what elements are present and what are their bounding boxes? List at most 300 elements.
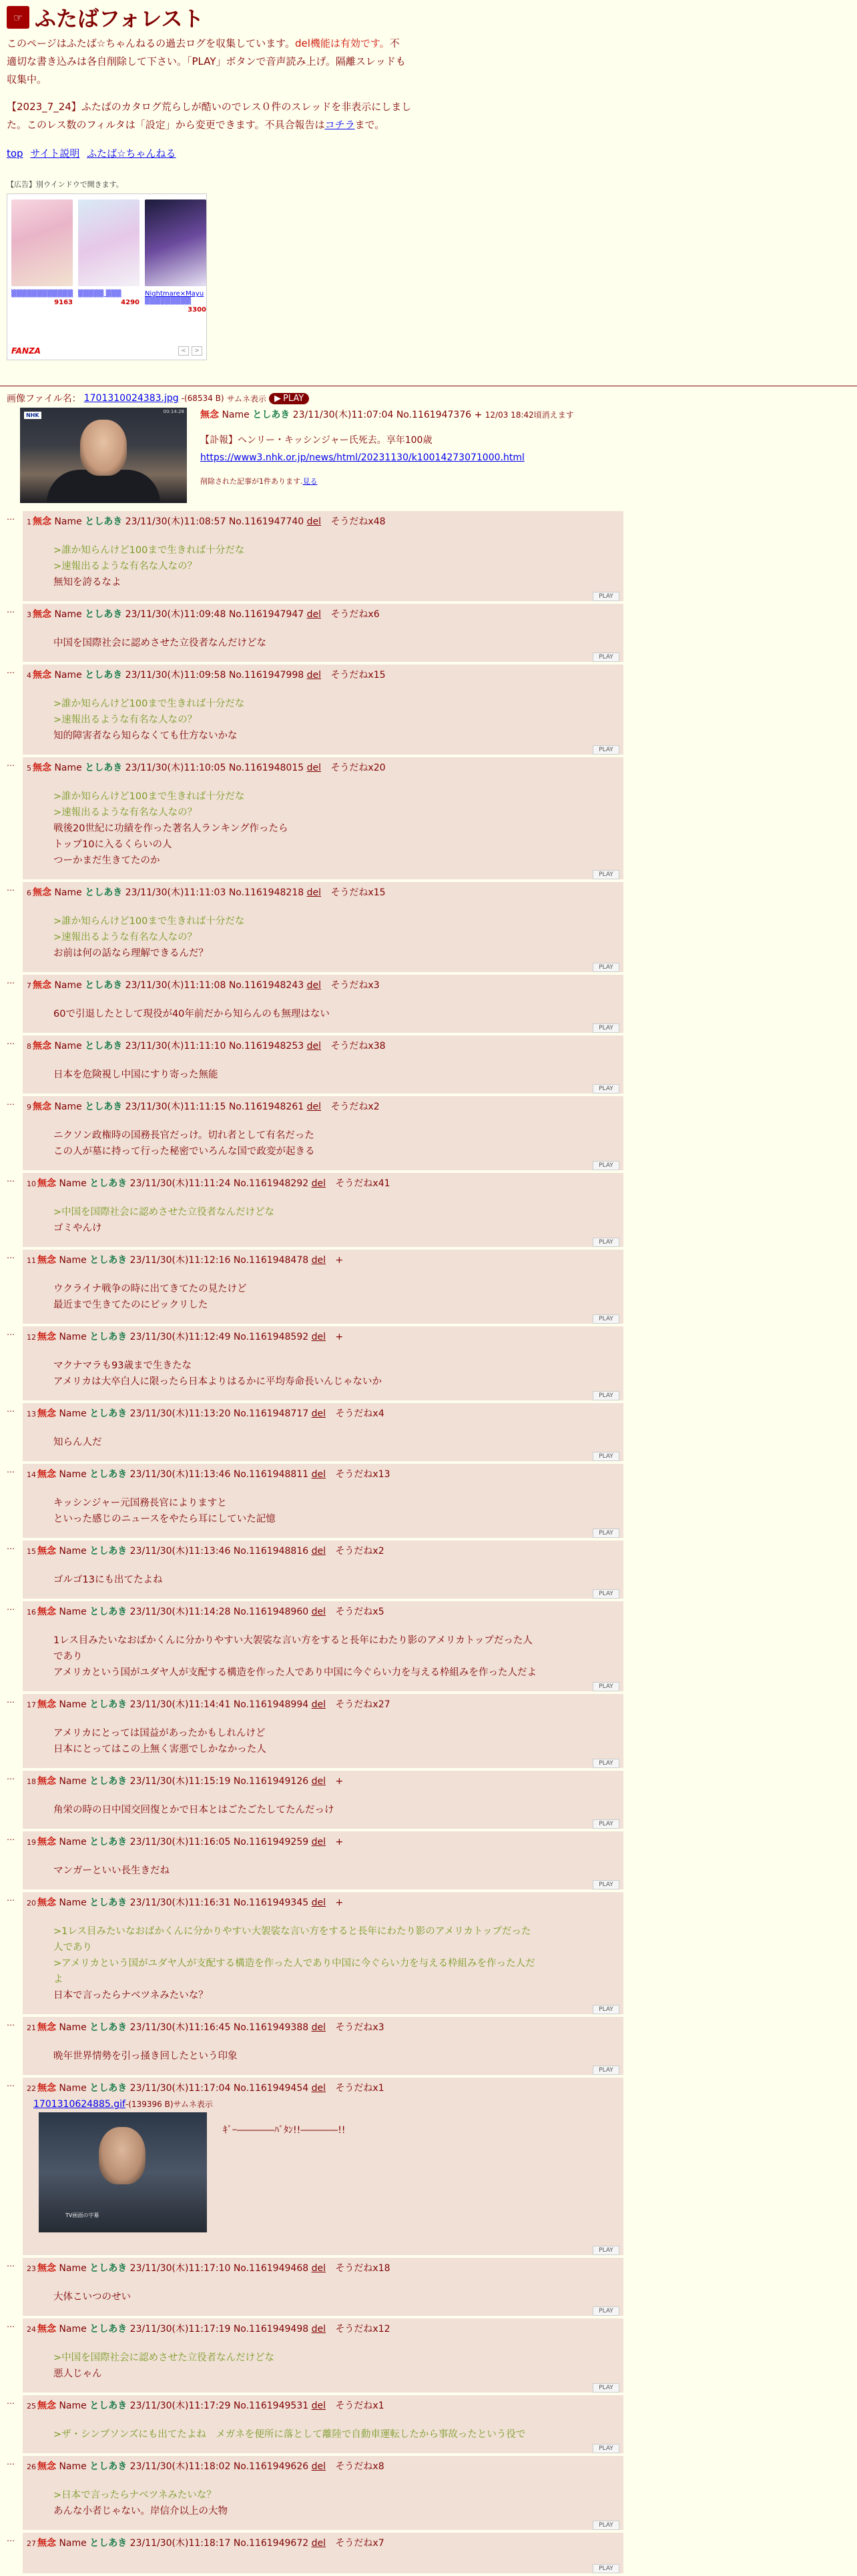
nav-top-link[interactable]: top [7, 147, 23, 159]
reply-row [7, 2395, 850, 2456]
reply-post [23, 757, 623, 879]
reply-subject: 無念 [37, 2022, 56, 2033]
reply-image[interactable] [39, 2112, 207, 2232]
reply-name: としあき [85, 516, 123, 527]
reply-del-button[interactable]: del [311, 1332, 326, 1342]
reply-name: としあき [85, 763, 123, 773]
reply-header [27, 1698, 619, 1712]
reply-dots: … [7, 1542, 15, 1551]
reply-image-caption [65, 2212, 99, 2219]
reply-number[interactable]: No.1161948261 [228, 1102, 304, 1112]
reply-post [23, 511, 623, 601]
reply-date: 23/11/30(木)11:11:08 [125, 980, 226, 991]
reply-date: 23/11/30(木)11:09:58 [125, 670, 226, 681]
reply-soudane-button[interactable]: そうだねx38 [330, 1041, 386, 1051]
reply-del-button[interactable]: del [311, 2022, 326, 2033]
reply-subject: 無念 [37, 2263, 56, 2274]
reply-post [23, 2456, 623, 2530]
reply-dots: … [7, 2018, 15, 2028]
reply-del-button[interactable]: del [311, 1469, 326, 1480]
quote-line: >速報出るような有名な人なの？ [53, 715, 198, 725]
reply-name-label: Name [59, 2083, 87, 2094]
reply-header [27, 608, 619, 622]
reply-number[interactable]: No.1161947740 [228, 516, 304, 527]
reply-dots: … [7, 759, 15, 768]
reply-number[interactable]: No.1161949126 [233, 1776, 309, 1787]
reply-play-button[interactable]: PLAY [593, 1759, 619, 1768]
quote-line: >日本で言ったらナベツネみたいな？ [53, 2490, 216, 2501]
op-header [200, 408, 574, 422]
reply-soudane-button[interactable]: そうだねx8 [335, 2461, 384, 2472]
reply-index: 4 [27, 671, 31, 680]
reply-del-button[interactable]: del [311, 2324, 326, 2334]
reply-soudane-button[interactable]: そうだねx48 [330, 516, 386, 527]
reply-name: としあき [89, 1699, 127, 1710]
reply-body [53, 913, 619, 961]
reply-name-label: Name [59, 1776, 87, 1787]
reply-number[interactable]: No.1161948811 [233, 1469, 309, 1480]
reply-dots: … [7, 666, 15, 675]
reply-text-line: ウクライナ戦争の時に出てきてたの見たけど [53, 1284, 247, 1294]
reply-text-line: ニクソン政権時の国務長官だっけ。切れ者として有名だった [53, 1130, 314, 1141]
reply-date: 23/11/30(木)11:14:28 [129, 1607, 231, 1617]
reply-soudane-button[interactable]: そうだねx2 [330, 1102, 380, 1112]
reply-number[interactable]: No.1161948994 [233, 1699, 309, 1710]
ad-item-name[interactable]: ▒▒▒▒▒ ▒▒▒ [78, 290, 121, 298]
reply-play-button[interactable]: PLAY [593, 1819, 619, 1829]
ad-next-button[interactable]: > [192, 346, 202, 356]
reply-play-button[interactable]: PLAY [593, 2444, 619, 2453]
reply-number[interactable]: No.1161949388 [233, 2022, 309, 2033]
reply-number[interactable]: No.1161949498 [233, 2324, 309, 2334]
ad-item[interactable] [145, 199, 206, 314]
reply-header [27, 2460, 619, 2474]
reply-header [27, 1775, 619, 1789]
reply-dots: … [7, 1603, 15, 1612]
reply-index: 19 [27, 1838, 36, 1847]
reply-name-label: Name [59, 2401, 87, 2411]
show-deleted-link[interactable]: 見る [302, 477, 318, 486]
reply-index: 5 [27, 764, 31, 773]
quote-line: >1レス目みたいなおばかくんに分かりやすい大袈裟な言い方をすると長年にわたり影のアメリカトップだった [53, 1926, 531, 1937]
reply-play-button[interactable]: PLAY [593, 1084, 619, 1094]
reply-name: としあき [89, 1607, 127, 1617]
reply-play-button[interactable]: PLAY [593, 1238, 619, 1247]
reply-number[interactable]: No.1161947947 [228, 609, 304, 620]
reply-play-button[interactable]: PLAY [593, 1314, 619, 1324]
reply-number[interactable]: No.1161948478 [233, 1255, 309, 1266]
reply-subject: 無念 [37, 1837, 56, 1847]
reply-subject: 無念 [37, 1255, 56, 1266]
op-text-line: 【訃報】ヘンリー・キッシンジャー氏死去。享年100歳 [200, 435, 433, 446]
ad-item-name[interactable]: Nightmare×Mayu ▒▒▒▒▒▒▒▒▒ [145, 290, 204, 305]
reply-play-button[interactable]: PLAY [593, 1023, 619, 1033]
reply-body [53, 2427, 619, 2443]
reply-name-label: Name [59, 2538, 87, 2549]
reply-post [23, 2258, 623, 2316]
reply-del-button[interactable]: del [311, 1607, 326, 1617]
ad-thumbnail[interactable] [78, 199, 139, 286]
reply-number[interactable]: No.1161948717 [233, 1408, 309, 1419]
nav-futaba-link[interactable]: ふたば☆ちゃんねる [87, 147, 176, 159]
reply-del-button[interactable]: del [311, 2461, 326, 2472]
op-subject: 無念 [200, 410, 219, 420]
reply-row [7, 2078, 850, 2258]
reply-play-button[interactable]: PLAY [593, 1452, 619, 1461]
ad-item[interactable] [78, 199, 139, 314]
reply-soudane-button[interactable]: そうだねx18 [335, 2263, 390, 2274]
reply-del-button[interactable]: del [311, 2401, 326, 2411]
reply-name: としあき [89, 2083, 127, 2094]
reply-play-button[interactable]: PLAY [593, 745, 619, 755]
reply-name-label: Name [59, 2324, 87, 2334]
reply-play-button[interactable]: PLAY [593, 963, 619, 972]
site-notice [7, 98, 414, 134]
reply-index: 9 [27, 1103, 31, 1112]
reply-body [53, 1006, 619, 1022]
reply-soudane-button[interactable]: そうだねx15 [330, 670, 386, 681]
reply-play-button[interactable]: PLAY [593, 1682, 619, 1691]
reply-text-line: つーかまだ生きてたのか [53, 855, 160, 866]
reply-dots: … [7, 605, 15, 614]
reply-number[interactable]: No.1161949454 [233, 2083, 309, 2094]
desc-highlight: del機能は有効です。 [294, 37, 390, 49]
reply-date: 23/11/30(木)11:09:48 [125, 609, 226, 620]
reply-subject: 無念 [37, 2083, 56, 2094]
reply-header [27, 515, 619, 529]
reply-name: としあき [85, 887, 123, 898]
reply-soudane-button[interactable]: そうだねx2 [335, 1546, 384, 1557]
reply-soudane-button[interactable]: そうだねx15 [330, 887, 386, 898]
reply-play-button[interactable]: PLAY [593, 1589, 619, 1599]
reply-name: としあき [89, 1546, 127, 1557]
reply-text-line: 晩年世界情勢を引っ掻き回したという印象 [53, 2051, 238, 2062]
reply-play-button[interactable]: PLAY [593, 2306, 619, 2316]
deleted-note-text: 削除された記事が1件あります. [200, 477, 303, 486]
reply-soudane-button[interactable]: そうだねx20 [330, 763, 386, 773]
reply-index: 8 [27, 1042, 31, 1051]
reply-header [27, 1039, 619, 1053]
reply-play-button[interactable]: PLAY [593, 653, 619, 662]
reply-post [23, 1694, 623, 1768]
reply-header [27, 1605, 619, 1619]
ad-note: 【広告】別ウインドウで開きます。 [7, 180, 123, 189]
reply-number[interactable]: No.1161948218 [228, 887, 304, 898]
reply-date: 23/11/30(木)11:18:17 [129, 2538, 231, 2549]
reply-body [53, 1633, 619, 1681]
reply-index: 16 [27, 1608, 36, 1617]
reply-soudane-button[interactable]: そうだねx3 [335, 2022, 384, 2033]
reply-soudane-button[interactable]: そうだねx41 [335, 1178, 390, 1189]
reply-body [53, 635, 619, 651]
reply-del-button[interactable]: del [311, 1178, 326, 1189]
reply-soudane-button[interactable]: そうだねx5 [335, 1607, 384, 1617]
reply-text-line: トップ10に入るくらいの人 [53, 839, 172, 850]
reply-play-button[interactable]: PLAY [593, 1529, 619, 1538]
reply-plus-button[interactable]: + [335, 1776, 344, 1787]
reply-body [53, 1923, 619, 2004]
reply-play-button[interactable]: PLAY [593, 2246, 619, 2255]
reply-del-button[interactable]: del [311, 1408, 326, 1419]
reply-play-button[interactable]: PLAY [593, 1880, 619, 1889]
reply-header [27, 1407, 619, 1421]
ad-banner[interactable] [7, 193, 207, 360]
reply-date: 23/11/30(木)11:15:19 [129, 1776, 231, 1787]
reply-body [53, 789, 619, 869]
reply-index: 14 [27, 1470, 36, 1479]
reply-subject: 無念 [33, 516, 51, 527]
reply-index: 7 [27, 981, 31, 990]
op-number[interactable]: No.1161947376 [396, 410, 472, 420]
op-news-link[interactable]: https://www3.nhk.or.jp/news/html/20231130/k10014273071000.html [200, 452, 525, 463]
site-logo-icon: ☞ [7, 6, 29, 29]
ad-item-name[interactable]: ▒▒▒▒▒▒▒▒▒▒▒▒ [11, 290, 73, 298]
reply-text-line: 知的障害者なら知らなくても仕方ないかな [53, 731, 238, 741]
reply-row [7, 1892, 850, 2017]
reply-name: としあき [89, 1897, 127, 1908]
reply-name-label: Name [54, 980, 82, 991]
reply-del-button[interactable]: del [311, 1837, 326, 1847]
reply-text-line: 無知を誇るなよ [53, 577, 121, 588]
reply-row [7, 1173, 850, 1250]
reply-subject: 無念 [37, 1897, 56, 1908]
reply-dots: … [7, 1328, 15, 1337]
reply-soudane-button[interactable]: そうだねx1 [335, 2401, 384, 2411]
reply-dots: … [7, 1251, 15, 1260]
reply-name: としあき [85, 670, 123, 681]
reply-del-button[interactable]: del [306, 1041, 321, 1051]
reply-dots: … [7, 2320, 15, 2329]
reply-play-button[interactable]: PLAY [593, 2521, 619, 2530]
reply-name-label: Name [54, 887, 82, 898]
reply-text-line: アメリカにとっては国益があったかもしれんけど [53, 1728, 266, 1739]
reply-number[interactable]: No.1161949468 [233, 2263, 309, 2274]
reply-name-label: Name [54, 1102, 82, 1112]
reply-number[interactable]: No.1161948592 [233, 1332, 309, 1342]
reply-date: 23/11/30(木)11:11:10 [125, 1041, 226, 1051]
reply-row [7, 1035, 850, 1096]
reply-dots: … [7, 1893, 15, 1903]
quote-line: >誰か知らんけど100まで生きれば十分だな [53, 545, 245, 556]
reply-date: 23/11/30(木)11:11:15 [125, 1102, 226, 1112]
reply-index: 17 [27, 1701, 36, 1709]
reply-name: としあき [89, 1332, 127, 1342]
reply-index: 25 [27, 2402, 36, 2411]
reply-header [27, 2537, 619, 2551]
reply-plus-button[interactable]: + [335, 1255, 344, 1266]
report-link[interactable]: コチラ [324, 119, 355, 131]
reply-header [27, 761, 619, 775]
reply-row [7, 1831, 850, 1892]
reply-index: 6 [27, 889, 31, 897]
reply-soudane-button[interactable]: そうだねx4 [335, 1408, 384, 1419]
reply-dots: … [7, 2079, 15, 2088]
reply-date: 23/11/30(木)11:14:41 [129, 1699, 231, 1710]
reply-dots: … [7, 1098, 15, 1107]
reply-number[interactable]: No.1161948015 [228, 763, 304, 773]
reply-del-button[interactable]: del [311, 1546, 326, 1557]
reply-name-label: Name [59, 1897, 87, 1908]
reply-number[interactable]: No.1161948253 [228, 1041, 304, 1051]
reply-soudane-button[interactable]: そうだねx27 [335, 1699, 390, 1710]
reply-soudane-button[interactable]: そうだねx12 [335, 2324, 390, 2334]
reply-subject: 無念 [37, 1546, 56, 1557]
reply-header [27, 2262, 619, 2276]
quote-line: >中国を国際社会に認めさせた立役者なんだけどな [53, 1207, 275, 1218]
reply-dots: … [7, 2457, 15, 2467]
reply-number[interactable]: No.1161949259 [233, 1837, 309, 1847]
reply-date: 23/11/30(木)11:17:04 [129, 2083, 231, 2094]
reply-number[interactable]: No.1161948816 [233, 1546, 309, 1557]
quote-line: >誰か知らんけど100まで生きれば十分だな [53, 916, 245, 927]
reply-soudane-button[interactable]: そうだねx3 [330, 980, 380, 991]
reply-media [39, 2112, 619, 2232]
op-image[interactable] [20, 408, 187, 503]
reply-del-button[interactable]: del [311, 1897, 326, 1908]
reply-header [27, 886, 619, 900]
ad-thumbnail[interactable] [145, 199, 206, 286]
reply-dots: … [7, 1404, 15, 1414]
site-description [7, 35, 407, 89]
reply-play-button[interactable]: PLAY [593, 1161, 619, 1170]
reply-del-button[interactable]: del [311, 2083, 326, 2094]
reply-del-button[interactable]: del [306, 887, 321, 898]
reply-name: としあき [89, 1408, 127, 1419]
reply-number[interactable]: No.1161948243 [228, 980, 304, 991]
reply-del-button[interactable]: del [311, 2538, 326, 2549]
reply-plus-button[interactable]: + [335, 1837, 344, 1847]
quote-line: >ザ・シンプソンズにも出てたよね メガネを便所に落として離陸で自動車運転したから事故ったという役で [53, 2429, 526, 2440]
reply-name: としあき [85, 980, 123, 991]
reply-date: 23/11/30(木)11:17:29 [129, 2401, 231, 2411]
reply-name: としあき [89, 2324, 127, 2334]
reply-body [53, 1358, 619, 1390]
reply-play-button[interactable]: PLAY [593, 1391, 619, 1400]
reply-number[interactable]: No.1161947998 [228, 670, 304, 681]
reply-text-line: 中国を国際社会に認めさせた立役者なんだけどな [53, 638, 266, 649]
reply-date: 23/11/30(木)11:08:57 [125, 516, 226, 527]
reply-number[interactable]: No.1161949345 [233, 1897, 309, 1908]
reply-play-button[interactable]: PLAY [593, 2005, 619, 2014]
reply-row [7, 2318, 850, 2395]
reply-name-label: Name [59, 1469, 87, 1480]
reply-del-button[interactable]: del [306, 980, 321, 991]
reply-body [53, 1572, 619, 1588]
reply-del-button[interactable]: del [306, 670, 321, 681]
reply-text-line: マクナマラも93歳まで生きたな [53, 1360, 192, 1371]
reply-del-button[interactable]: del [306, 1102, 321, 1112]
quote-line: よ [53, 1974, 63, 1985]
quote-line: 人であり [53, 1942, 92, 1953]
ad-thumbnail[interactable] [11, 199, 73, 286]
reply-dots: … [7, 1037, 15, 1046]
reply-number[interactable]: No.1161949626 [233, 2461, 309, 2472]
reply-plus-button[interactable]: + [335, 1332, 344, 1342]
op-plus-button[interactable]: + [474, 410, 483, 420]
reply-text-line: 1レス目みたいなおばかくんに分かりやすい大袈裟な言い方をすると長年にわたり影のアメリカトップだった人 [53, 1635, 533, 1646]
reply-row [7, 757, 850, 882]
reply-post [23, 1250, 623, 1324]
reply-number[interactable]: No.1161949531 [233, 2401, 309, 2411]
reply-del-button[interactable]: del [306, 763, 321, 773]
reply-row [7, 975, 850, 1035]
reply-play-button[interactable]: PLAY [593, 2066, 619, 2075]
reply-number[interactable]: No.1161948292 [233, 1178, 309, 1189]
reply-file-meta: -(139396 B) [125, 2100, 174, 2109]
reply-header [27, 1177, 619, 1191]
reply-number[interactable]: No.1161949672 [233, 2538, 309, 2549]
reply-plus-button[interactable]: + [335, 1897, 344, 1908]
reply-number[interactable]: No.1161948960 [233, 1607, 309, 1617]
reply-del-button[interactable]: del [306, 609, 321, 620]
reply-soudane-button[interactable]: そうだねx7 [335, 2538, 384, 2549]
reply-name-label: Name [54, 763, 82, 773]
quote-line: >速報出るような有名な人なの？ [53, 932, 198, 943]
reply-soudane-button[interactable]: そうだねx13 [335, 1469, 390, 1480]
reply-play-button[interactable]: PLAY [593, 592, 619, 601]
ad-prev-button[interactable]: < [178, 346, 189, 356]
reply-del-button[interactable]: del [311, 1255, 326, 1266]
reply-post [23, 1173, 623, 1247]
reply-header [27, 1254, 619, 1268]
reply-row [7, 2258, 850, 2318]
reply-del-button[interactable]: del [311, 2263, 326, 2274]
reply-name-label: Name [54, 516, 82, 527]
reply-file-link[interactable]: 1701310624885.gif [33, 2099, 125, 2110]
reply-play-button[interactable]: PLAY [593, 2564, 619, 2573]
reply-header [27, 1896, 619, 1910]
reply-play-button[interactable]: PLAY [593, 2383, 619, 2393]
reply-row [7, 2533, 850, 2576]
site-title-text: ふたばフォレスト [35, 6, 204, 31]
quote-line: >アメリカという国がユダヤ人が支配する構造を作った人であり中国に今ぐらい力を与える枠組みを作った人だ [53, 1958, 535, 1969]
op-play-button[interactable] [269, 393, 309, 404]
reply-row [7, 882, 850, 975]
reply-name: としあき [89, 2401, 127, 2411]
reply-post [23, 2078, 623, 2255]
reply-date: 23/11/30(木)11:16:05 [129, 1837, 231, 1847]
op-file-meta: -(68534 B) [181, 394, 224, 403]
reply-name: としあき [89, 1255, 127, 1266]
nav-about-link[interactable]: サイト説明 [30, 147, 80, 159]
reply-date: 23/11/30(木)11:16:31 [129, 1897, 231, 1908]
reply-soudane-button[interactable]: そうだねx6 [330, 609, 380, 620]
reply-dots: … [7, 2397, 15, 2406]
reply-name: としあき [89, 2538, 127, 2549]
reply-soudane-button[interactable]: そうだねx1 [335, 2083, 384, 2094]
quote-line: >速報出るような有名な人なの？ [53, 807, 198, 818]
reply-del-button[interactable]: del [306, 516, 321, 527]
reply-name: としあき [89, 2461, 127, 2472]
ad-brand-logo[interactable]: FANZA [11, 346, 41, 356]
reply-row [7, 511, 850, 604]
reply-play-button[interactable]: PLAY [593, 870, 619, 879]
reply-header [27, 2021, 619, 2035]
reply-dots: … [7, 1772, 15, 1781]
reply-name-label: Name [59, 1699, 87, 1710]
ad-item[interactable] [11, 199, 73, 314]
reply-text-line: お前は何の話なら理解できるんだ？ [53, 948, 208, 959]
op-deleted-note [200, 474, 574, 489]
reply-body [53, 1434, 619, 1450]
reply-subject: 無念 [37, 1699, 56, 1710]
reply-del-button[interactable]: del [311, 1776, 326, 1787]
reply-subject: 無念 [37, 2538, 56, 2549]
reply-subject: 無念 [37, 1178, 56, 1189]
reply-subject: 無念 [33, 1102, 51, 1112]
op-file-link[interactable]: 1701310024383.jpg [83, 393, 179, 404]
reply-del-button[interactable]: del [311, 1699, 326, 1710]
